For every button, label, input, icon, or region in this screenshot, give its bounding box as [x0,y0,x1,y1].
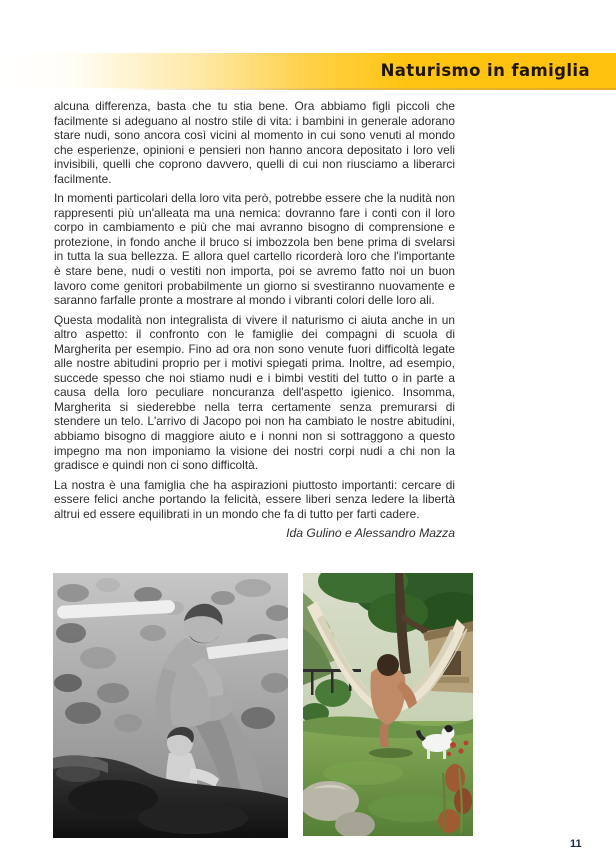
article-byline: Ida Gulino e Alessandro Mazza [286,526,455,541]
article-paragraph: alcuna differenza, basta che tu stia bene. Ora abbiamo figli piccoli che facilmente si adeguano al nostro stile di vita: i bambini in generale adorano stare nudi, sono ancora così vicini al momento in cui sono venuti al mondo che esperienze, opinioni e pensieri non hanno ancora depositato i loro veli invisibili, quelli che coprono davvero, quelli di cui non riusciamo a liberarci facilmente. [54,99,455,186]
page-number: 11 [570,838,582,850]
page-title: Naturismo in famiglia [380,61,590,80]
article-paragraph: In momenti particolari della loro vita però, potrebbe essere che la nudità non rappresenti più un'alleata ma una nemica: dovranno fare i conti con il loro corpo in cambiamento e più che mai avranno bisogno di comprensione e protezione, in fondo anche il bruco si imbozzola ben bene prima di svelarsi in tutta la sua bellezza. E allora quel cartello ricorderà loro che l'importante è stare bene, nudi o vestiti non importa, poi se avremo fatto noi un buon lavoro come genitori probabilmente un giorno si svestiranno nuovamente e saranno farfalle pronte a mostrare al mondo i vibranti colori delle loro ali. [54,191,455,308]
article-paragraph: Questa modalità non integralista di vivere il naturismo ci aiuta anche in un altro aspetto: il confronto con le famiglie dei compagni di scuola di Margherita per esempio. Fino ad ora non sono venute fuori difficoltà legate alle nostre abitudini proprio per i motivi spiegati prima. Inoltre, ad esempio, succede spesso che noi stiamo nudi e i bimbi vestiti del tutto o in parte a causa della loro peculiare noncuranza dell'aspetto igienico. Insomma, Margherita si siederebbe nella terra certamente senza premurarsi di stendere un telo. L'arrivo di Jacopo poi non ha cambiato le nostre abitudini, abbiamo bisogno di maggiore aiuto e i nonni non si sottraggono a questo impegno ma non imponiamo la visione dei nostri corpi nudi a chi non la gradisce e quindi non ci sono difficoltà. [54,312,455,473]
photo-bw-father-child [53,573,288,838]
photo-color-hammock-garden [303,573,473,836]
article-body [54,99,455,541]
photo-row [53,573,473,838]
article-paragraph: La nostra è una famiglia che ha aspirazioni piuttosto importanti: cercare di essere felici anche portando la felicità, essere liberi senza ledere la libertà altrui ed essere equilibrati in un mondo che fa di tutto per farti cadere. [54,477,455,521]
header-gradient-bar [0,53,616,88]
